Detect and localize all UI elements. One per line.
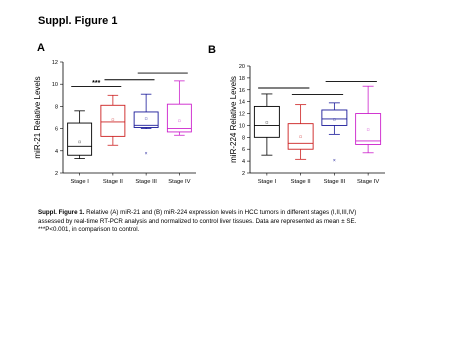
y-axis-label: miR-21 Relative Levels [33, 76, 42, 159]
x-tick-label: Stage II [290, 179, 311, 185]
y-tick-label: 18 [238, 75, 245, 82]
x-tick-label: Stage II [102, 179, 123, 185]
y-tick-label: 20 [238, 64, 245, 70]
y-tick-label: 6 [54, 126, 58, 133]
x-tick-label: Stage I [257, 179, 277, 185]
x-tick-label: Stage IV [168, 179, 191, 185]
outlier-marker: × [332, 157, 336, 164]
y-tick-label: 2 [54, 171, 58, 177]
y-tick-label: 8 [54, 104, 58, 111]
y-tick-label: 10 [51, 82, 58, 89]
x-tick-label: Stage III [323, 179, 346, 185]
y-axis-label: miR-224 Relative Levels [229, 76, 238, 163]
y-tick-label: 4 [241, 159, 245, 166]
x-tick-label: Stage I [70, 179, 89, 185]
y-tick-label: 2 [241, 171, 245, 177]
y-tick-label: 14 [238, 99, 245, 106]
box [288, 124, 313, 150]
y-tick-label: 4 [54, 148, 58, 155]
y-tick-label: 12 [238, 111, 245, 118]
caption-text-1: Relative (A) miR-21 and (B) miR-224 expression levels in HCC tumors in different stages (I,II,III,IV) [84, 209, 357, 216]
significance-label: *** [92, 79, 101, 87]
y-tick-label: 10 [238, 123, 245, 130]
caption-line-3: ***P<0.001, in comparison to control. [38, 226, 140, 234]
outlier-marker: × [144, 151, 148, 158]
caption-line-2: assessed by real-time RT-PCR analysis and normalized to control liver tissues. Data are represented as mean ± SE. [38, 217, 357, 225]
panel-label-a: A [37, 42, 45, 54]
box [322, 110, 347, 125]
x-tick-label: Stage IV [357, 179, 380, 185]
figure-caption [38, 209, 438, 235]
box [254, 106, 279, 137]
box [356, 114, 381, 145]
y-tick-label: 12 [51, 60, 58, 66]
x-tick-label: Stage III [135, 179, 157, 185]
y-tick-label: 16 [238, 87, 245, 94]
panel-label-b: B [208, 44, 216, 56]
caption-lead: Suppl. Figure 1. [38, 209, 85, 216]
y-tick-label: 8 [241, 135, 245, 142]
caption-line-1 [38, 209, 438, 218]
figure-title: Suppl. Figure 1 [38, 15, 118, 27]
y-tick-label: 6 [241, 147, 245, 154]
